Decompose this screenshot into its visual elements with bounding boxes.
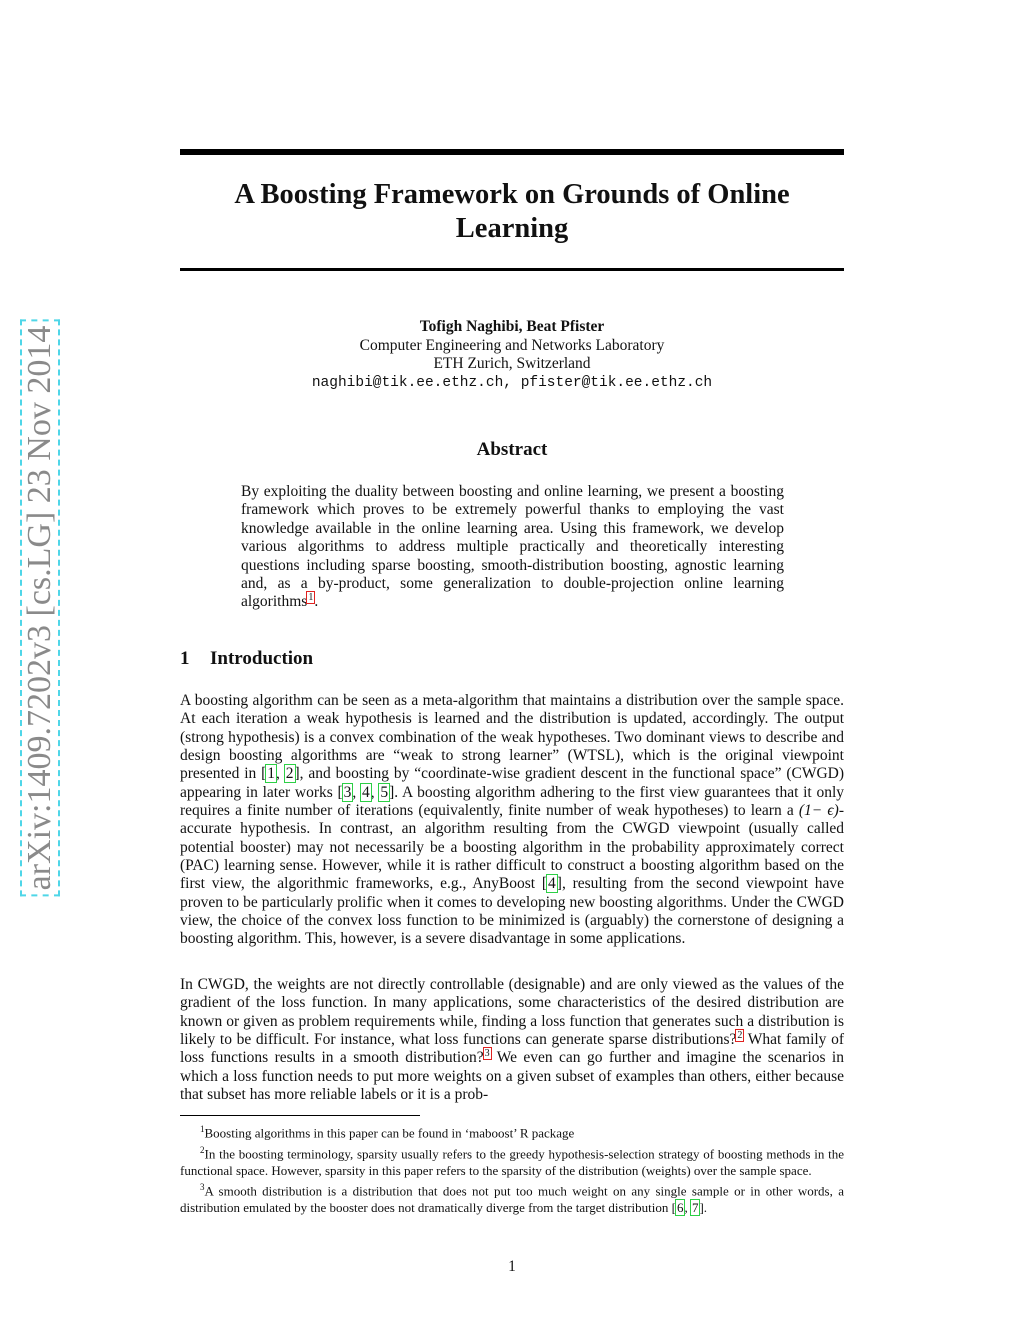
author-affiliation: Computer Engineering and Networks Laboratory <box>359 336 665 354</box>
abstract-body-text: By exploiting the duality between boosting and online learning, we present a boosting framework which proves to be extremely powerful thanks to employing the vast knowledge available in the online learning area. Using this framework, we develop various algorithms to address multiple practically and theoretically interesting questions including sparse boosting, smooth-distribution boosting, agnostic learning and, as a by-product, some generalization to double-projection online learning algorithms <box>241 483 784 611</box>
math-expression: (1− ϵ) <box>798 802 839 820</box>
footnote-rule <box>180 1115 420 1116</box>
author-location: ETH Zurich, Switzerland <box>433 355 591 372</box>
footnote-1 <box>180 1121 844 1142</box>
footnote-3 <box>180 1179 844 1216</box>
text-run: What family of loss functions results in a smooth distribution? <box>180 1031 844 1067</box>
text-run: , <box>370 783 380 801</box>
text-run: ], and boosting by “coordinate-wise gradient descent in the functional space” (CWGD) appearing in later works [ <box>180 765 845 801</box>
footnote-ref-2[interactable]: 2 <box>737 1029 743 1041</box>
footnote-2 <box>180 1142 844 1179</box>
intro-paragraph-2 <box>180 976 844 1104</box>
footnote-text: Boosting algorithms in this paper can be found in ‘maboost’ R package <box>204 1125 575 1141</box>
author-emails: naghibi@tik.ee.ethz.ch, pfister@tik.ee.ethz.ch <box>311 374 713 391</box>
abstract-heading: Abstract <box>476 439 548 460</box>
abstract-text <box>241 483 784 612</box>
page-number: 1 <box>508 1258 516 1275</box>
citation-link[interactable]: 4 <box>548 875 556 893</box>
text-run: ]. A boosting algorithm adhering to the first view guarantees that it only requires a finite number of iterations (equivalently, finite number of weak hypotheses) to learn a <box>180 783 845 820</box>
footnote-number: 3 <box>200 1182 205 1193</box>
text-run: A boosting algorithm can be seen as a meta-algorithm that maintains a distribution over the sample space. At each iteration a weak hypothesis is learned and the distribution is updated, accordingly. The output (strong hypothesis) is a convex combination of the weak hypotheses. Two dominant views to describe and design boosting algorithms are “weak to strong learner” (WTSL), which is the original viewpoint presented in [ <box>180 692 844 783</box>
citation-link[interactable]: 3 <box>343 783 352 801</box>
title-bottom-rule <box>180 268 844 271</box>
text-run: In CWGD, the weights are not directly controllable (designable) and are only viewed as the values of the gradient of the loss function. In many applications, some characteristics of the desired distribution are known or given as problem requirements while, finding a loss function that generates such a distribution is likely to be difficult. For instance, what loss functions can generate sparse distributions? <box>180 976 844 1049</box>
intro-paragraph-1 <box>180 692 844 949</box>
text-run: , <box>352 783 362 801</box>
citation-link[interactable]: 6 <box>676 1199 684 1215</box>
text-run: ], resulting from the second viewpoint have proven to be particularly prolific when it comes to developing new boosting algorithms. Under the CWGD view, the choice of the convex loss function to be minimized is (arguably) the cornerstone of designing a boosting algorithm. This, however, is a severe disadvantage in some applications. <box>180 875 844 948</box>
footnote-number: 1 <box>200 1124 205 1134</box>
citation-link[interactable]: 2 <box>285 765 294 783</box>
text-run: -accurate hypothesis. In contrast, an algorithm resulting from the CWGD viewpoint (usually called potential booster) may not necessarily be a boosting algorithm in the probability approximately correct (PAC) learning sense. However, while it is rather difficult to construct a boosting algorithm based on the first view, the algorithmic frameworks, e.g., AnyBoost [ <box>180 802 844 893</box>
text-run: , <box>276 765 285 783</box>
text-run: , <box>684 1199 691 1215</box>
footnote-number: 2 <box>200 1144 205 1155</box>
section-title: Introduction <box>210 648 314 669</box>
footnote-ref-3[interactable]: 3 <box>484 1048 490 1060</box>
author-names: Tofigh Naghibi, Beat Pfister <box>419 318 605 335</box>
abstract-end: . <box>314 593 319 611</box>
section-heading <box>180 648 313 670</box>
citation-link[interactable]: 5 <box>380 783 389 801</box>
title-top-rule <box>180 149 844 155</box>
citation-link[interactable]: 1 <box>267 765 276 783</box>
author-block <box>180 318 844 392</box>
citation-link[interactable]: 4 <box>362 783 370 801</box>
footnotes <box>180 1121 844 1216</box>
footnote-ref-1[interactable]: 1 <box>308 592 314 604</box>
paper-title: A Boosting Framework on Grounds of Online Learning <box>234 179 790 244</box>
text-run: ]. <box>699 1199 708 1215</box>
text-run: We even can go further and imagine the scenarios in which a loss function needs to put more weights on a given subset of examples than others, either because that subset has more reliable labels or it is a prob- <box>180 1049 844 1104</box>
section-number: 1 <box>180 648 190 669</box>
arxiv-stamp-text: arXiv:1409.7202v3 [cs.LG] 23 Nov 2014 <box>20 320 60 897</box>
footnote-text: In the boosting terminology, sparsity usually refers to the greedy hypothesis-selection strategy of boosting methods in the functional space. However, sparsity in this paper refers to the sparsity of the distribution (weights) over the sample space. <box>180 1146 844 1178</box>
footnote-text: A smooth distribution is a distribution that does not put too much weight on any single sample or in other words, a distribution emulated by the booster does not dramatically diverge from the target distribution [ <box>180 1183 844 1215</box>
citation-link[interactable]: 7 <box>691 1199 699 1215</box>
